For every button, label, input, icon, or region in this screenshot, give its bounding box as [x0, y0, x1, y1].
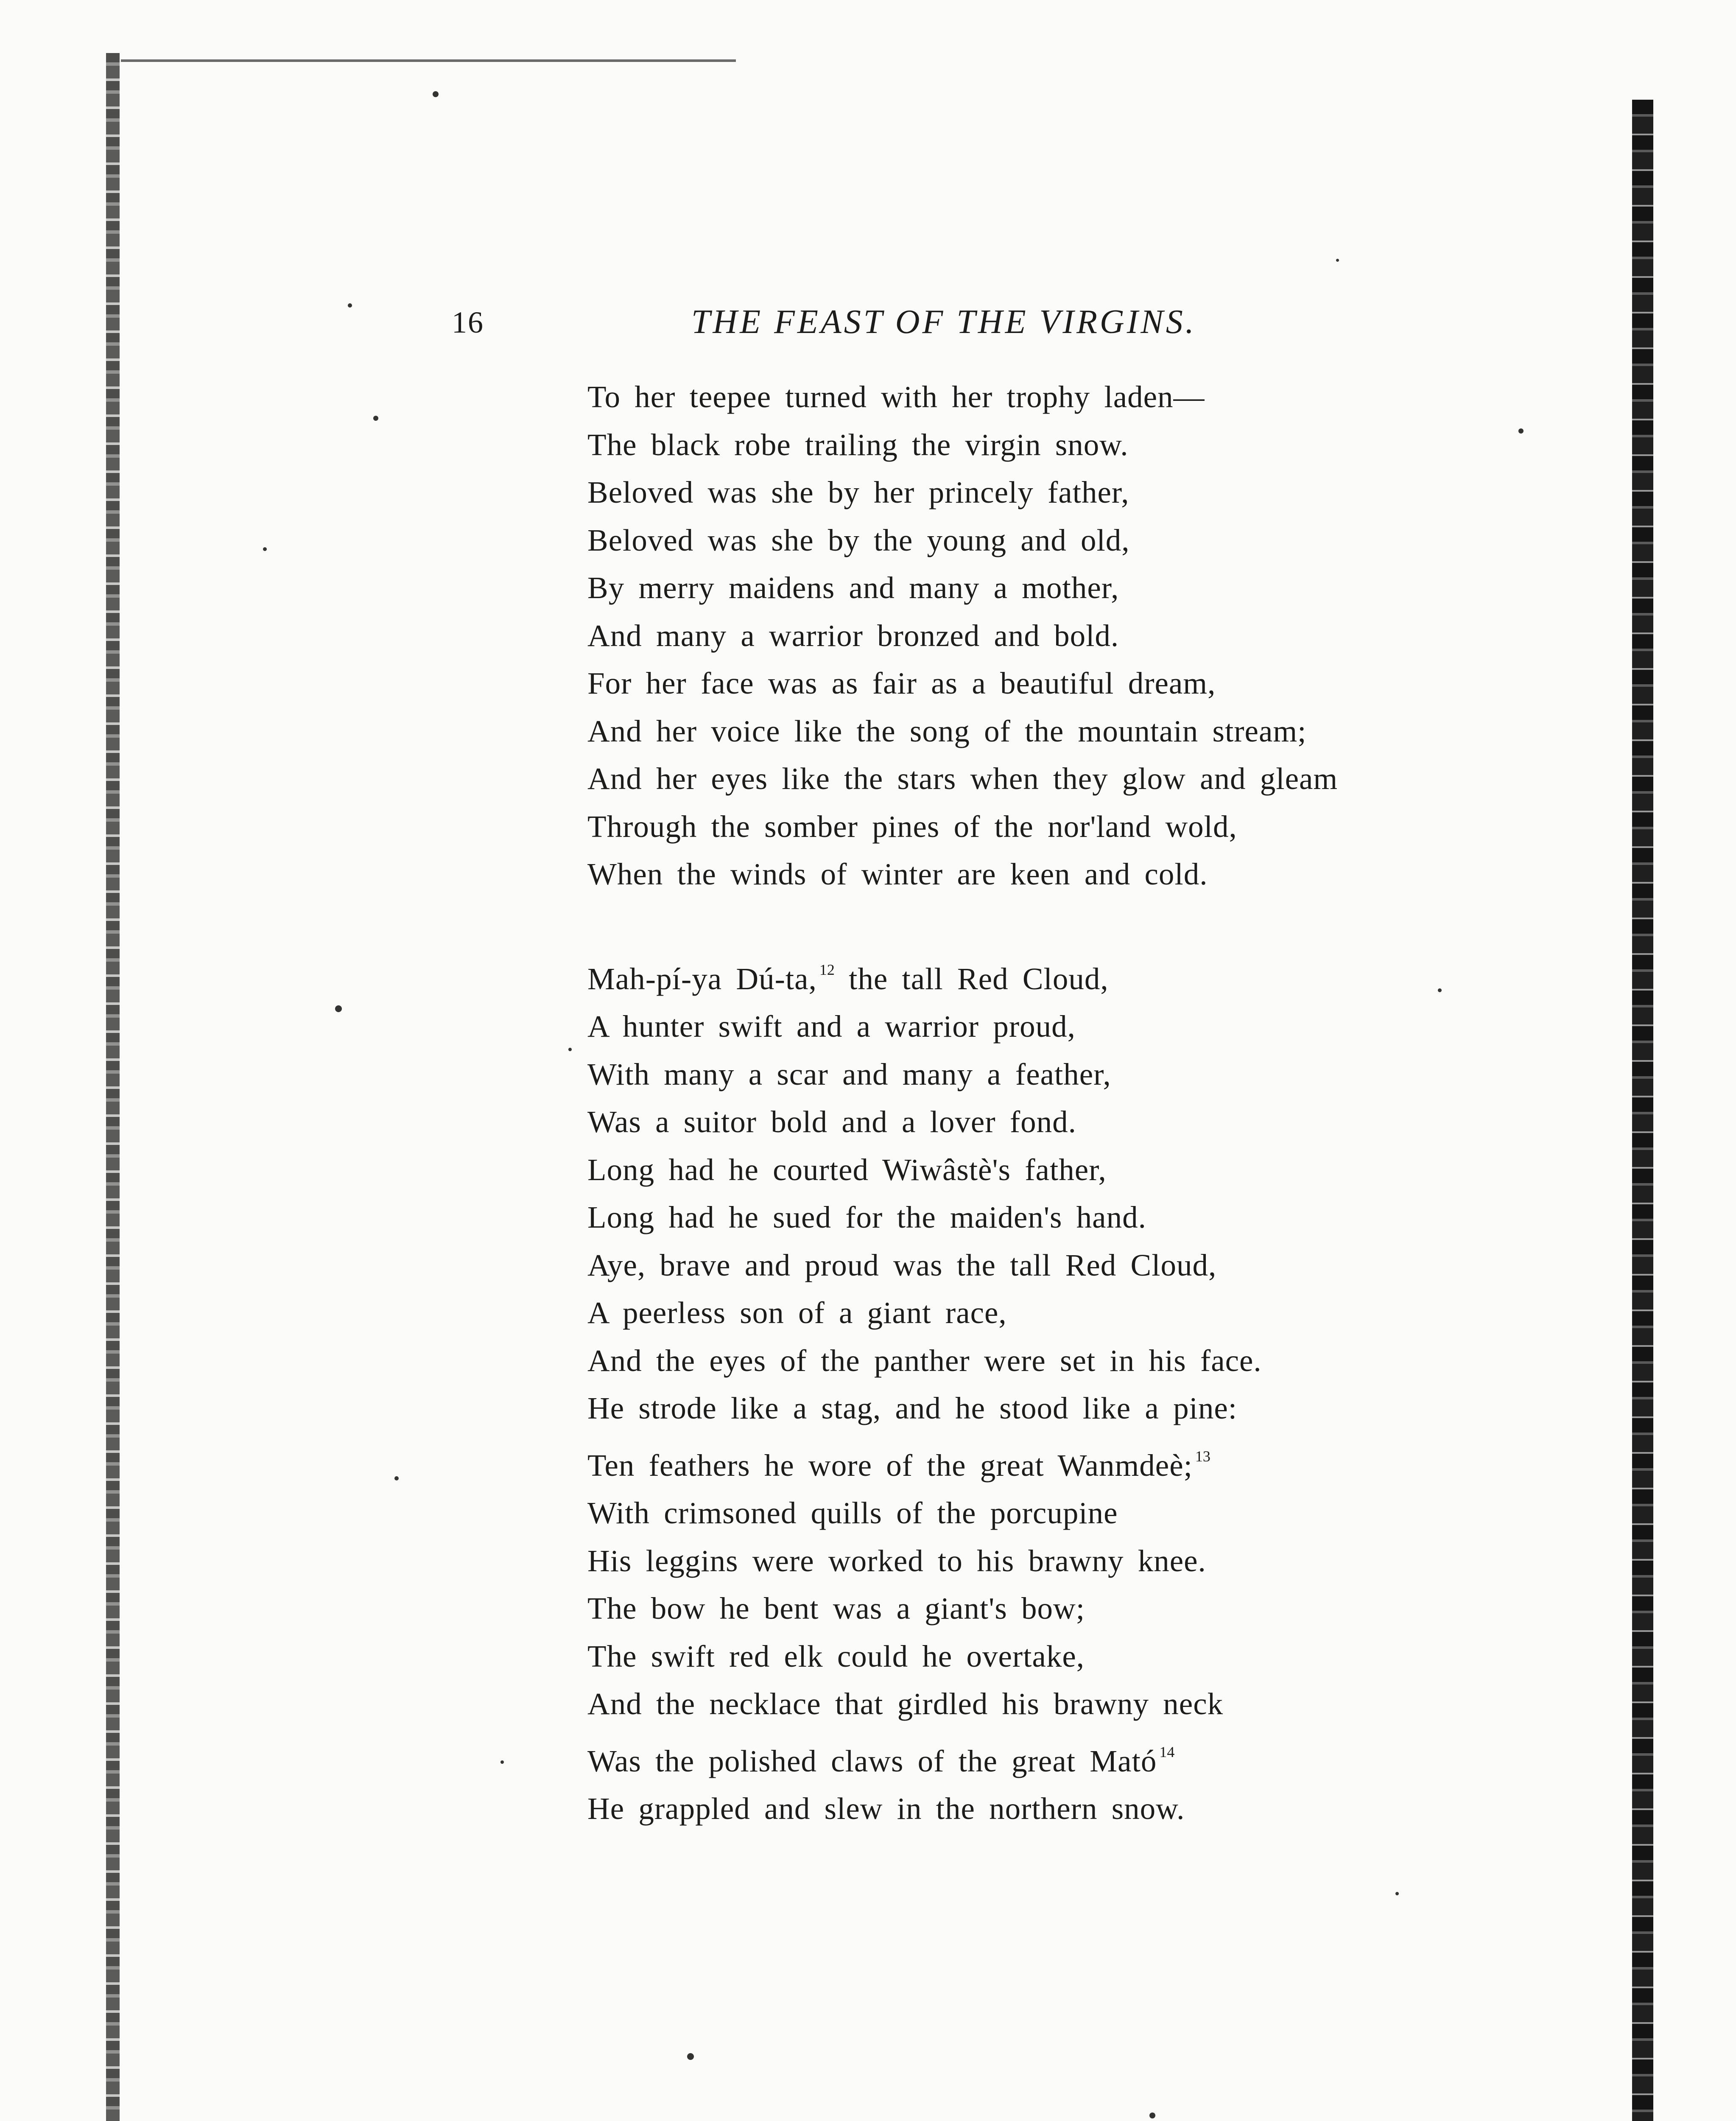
- poem-line: Long had he sued for the maiden's hand.: [587, 1200, 1146, 1234]
- footnote-ref: 12: [819, 961, 835, 978]
- poem-line: A hunter swift and a warrior proud,: [587, 1009, 1076, 1044]
- scan-speck: [1149, 2113, 1155, 2118]
- page-number: 16: [452, 305, 484, 339]
- line-text-cont: the tall Red Cloud,: [834, 961, 1109, 996]
- line-text: Was the polished claws of the great Mató: [587, 1743, 1157, 1778]
- poem-line: [587, 1433, 1542, 1490]
- poem-line: Beloved was she by her princely father,: [587, 475, 1129, 509]
- line-text: Mah-pí-ya Dú-ta,: [587, 961, 817, 996]
- running-head: THE FEAST OF THE VIRGINS.: [691, 303, 1196, 341]
- scan-shadow-left: [106, 53, 120, 2121]
- poem-line: And the necklace that girdled his brawny neck: [587, 1687, 1224, 1721]
- scan-speck: [1336, 259, 1339, 262]
- poem-line: And her eyes like the stars when they glow and gleam: [587, 761, 1338, 796]
- poem-line: When the winds of winter are keen and cold.: [587, 857, 1208, 891]
- scan-speck: [568, 1048, 572, 1051]
- poem-line: A peerless son of a giant race,: [587, 1296, 1007, 1330]
- poem-line: Through the somber pines of the nor'land wold,: [587, 809, 1237, 844]
- poem-line: And many a warrior bronzed and bold.: [587, 618, 1119, 653]
- poem-line: [587, 1728, 1542, 1785]
- scan-speck: [500, 1760, 504, 1764]
- poem-line: The black robe trailing the virgin snow.: [587, 427, 1129, 462]
- poem-line: His leggins were worked to his brawny knee.: [587, 1543, 1206, 1578]
- poem: [587, 373, 1542, 1833]
- scan-speck: [394, 1476, 399, 1480]
- poem-line: For her face was as fair as a beautiful dream,: [587, 666, 1216, 700]
- footnote-ref: 14: [1159, 1743, 1175, 1760]
- footnote-ref: 13: [1195, 1447, 1210, 1465]
- poem-line: Beloved was she by the young and old,: [587, 523, 1130, 557]
- poem-line: [587, 946, 1542, 1003]
- poem-line: Was a suitor bold and a lover fond.: [587, 1105, 1076, 1139]
- poem-line: He strode like a stag, and he stood like a pine:: [587, 1391, 1238, 1425]
- scan-speck: [1395, 1892, 1399, 1895]
- scan-speck: [373, 416, 378, 421]
- poem-line: Long had he courted Wiwâstè's father,: [587, 1152, 1107, 1187]
- poem-line: And the eyes of the panther were set in his face.: [587, 1343, 1262, 1378]
- scan-speck: [687, 2053, 694, 2060]
- scan-shadow-right: [1632, 100, 1653, 2121]
- stanza: [587, 373, 1542, 898]
- poem-line: Aye, brave and proud was the tall Red Cloud,: [587, 1248, 1217, 1282]
- scan-speck: [348, 303, 352, 308]
- stanza: [587, 946, 1542, 1833]
- page-border-top: [121, 59, 736, 62]
- poem-line: He grappled and slew in the northern snow.: [587, 1791, 1185, 1826]
- scan-speck: [335, 1005, 342, 1012]
- scan-speck: [263, 547, 267, 551]
- poem-line: By merry maidens and many a mother,: [587, 571, 1119, 605]
- scan-speck: [433, 91, 439, 97]
- line-text: Ten feathers he wore of the great Wanmdeè;: [587, 1448, 1193, 1483]
- poem-line: The bow he bent was a giant's bow;: [587, 1591, 1085, 1626]
- poem-line: And her voice like the song of the mountain stream;: [587, 714, 1307, 748]
- poem-line: The swift red elk could he overtake,: [587, 1639, 1085, 1673]
- poem-line: With crimsoned quills of the porcupine: [587, 1496, 1118, 1530]
- poem-line: To her teepee turned with her trophy laden—: [587, 380, 1205, 414]
- poem-line: With many a scar and many a feather,: [587, 1057, 1111, 1091]
